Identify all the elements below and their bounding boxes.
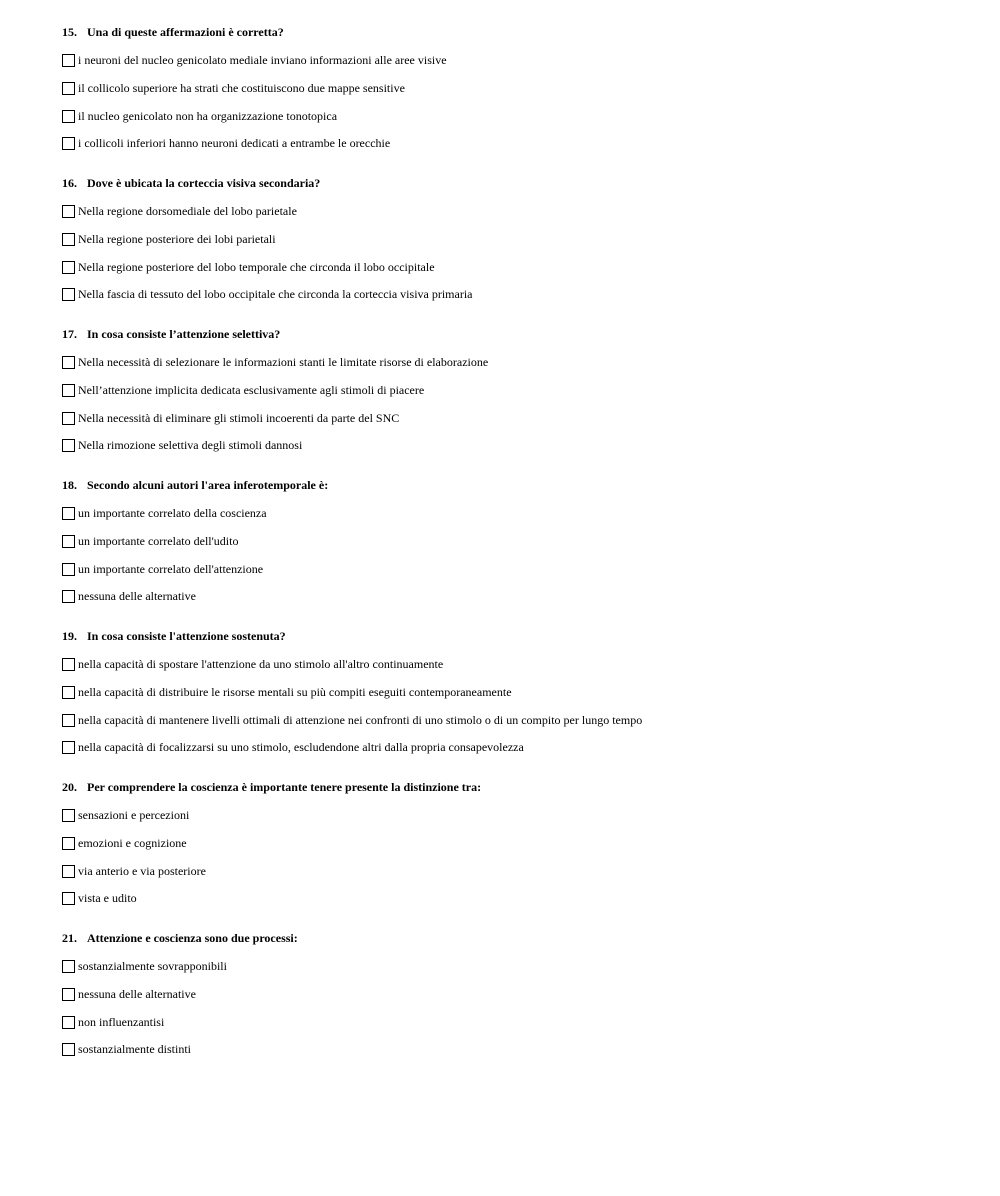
answer-label: nella capacità di distribuire le risorse mentali su più compiti eseguiti contemporaneamente <box>78 685 512 699</box>
answer-checkbox[interactable] <box>62 205 75 218</box>
answer-checkbox[interactable] <box>62 137 75 150</box>
answer-label: Nella rimozione selettiva degli stimoli dannosi <box>78 438 303 452</box>
question-text: In cosa consiste l’attenzione selettiva? <box>87 327 281 341</box>
question-title <box>62 174 320 192</box>
question-number: 18. <box>62 478 77 492</box>
answer-option[interactable] <box>62 80 405 96</box>
answer-checkbox[interactable] <box>62 988 75 1001</box>
answer-option[interactable] <box>62 382 424 398</box>
answer-label: Nella regione dorsomediale del lobo parietale <box>78 204 297 218</box>
answer-option[interactable] <box>62 286 473 302</box>
question-title <box>62 627 286 645</box>
answer-label: i collicoli inferiori hanno neuroni dedicati a entrambe le orecchie <box>78 136 391 150</box>
answer-option[interactable] <box>62 533 238 549</box>
question-number: 20. <box>62 780 77 794</box>
answer-option[interactable] <box>62 684 512 700</box>
answer-label: Nell’attenzione implicita dedicata esclusivamente agli stimoli di piacere <box>78 383 425 397</box>
answer-option[interactable] <box>62 410 399 426</box>
answer-label: via anterio e via posteriore <box>78 864 206 878</box>
answer-option[interactable] <box>62 1014 164 1030</box>
answer-label: non influenzantisi <box>78 1015 165 1029</box>
answer-checkbox[interactable] <box>62 1016 75 1029</box>
question-number: 15. <box>62 25 77 39</box>
answer-checkbox[interactable] <box>62 809 75 822</box>
answer-checkbox[interactable] <box>62 507 75 520</box>
answer-checkbox[interactable] <box>62 837 75 850</box>
answer-label: nella capacità di mantenere livelli ottimali di attenzione nei confronti di uno stimolo o di un compito per lungo tempo <box>78 713 643 727</box>
question-title <box>62 778 481 796</box>
answer-checkbox[interactable] <box>62 892 75 905</box>
question-number: 17. <box>62 327 77 341</box>
answer-checkbox[interactable] <box>62 110 75 123</box>
answer-label: sostanzialmente distinti <box>78 1042 191 1056</box>
answer-label: il nucleo genicolato non ha organizzazione tonotopica <box>78 109 338 123</box>
question-text: Per comprendere la coscienza è importante tenere presente la distinzione tra: <box>87 780 482 794</box>
answer-label: un importante correlato dell'attenzione <box>78 562 264 576</box>
answer-checkbox[interactable] <box>62 82 75 95</box>
question-title <box>62 929 298 947</box>
answer-checkbox[interactable] <box>62 233 75 246</box>
answer-checkbox[interactable] <box>62 658 75 671</box>
answer-option[interactable] <box>62 890 137 906</box>
answer-label: Nella necessità di selezionare le informazioni stanti le limitate risorse di elaborazione <box>78 355 489 369</box>
answer-label: vista e udito <box>78 891 137 905</box>
answer-label: nessuna delle alternative <box>78 987 196 1001</box>
answer-checkbox[interactable] <box>62 535 75 548</box>
answer-option[interactable] <box>62 656 443 672</box>
answer-label: sensazioni e percezioni <box>78 808 190 822</box>
answer-label: un importante correlato della coscienza <box>78 506 267 520</box>
answer-checkbox[interactable] <box>62 714 75 727</box>
answer-option[interactable] <box>62 561 263 577</box>
answer-option[interactable] <box>62 259 435 275</box>
question-text: Dove è ubicata la corteccia visiva secondaria? <box>87 176 321 190</box>
answer-option[interactable] <box>62 863 206 879</box>
answer-option[interactable] <box>62 835 187 851</box>
answer-label: nella capacità di spostare l'attenzione da uno stimolo all'altro continuamente <box>78 657 444 671</box>
question-text: In cosa consiste l'attenzione sostenuta? <box>87 629 286 643</box>
answer-checkbox[interactable] <box>62 54 75 67</box>
answer-label: i neuroni del nucleo genicolato mediale inviano informazioni alle aree visive <box>78 53 447 67</box>
answer-checkbox[interactable] <box>62 356 75 369</box>
answer-label: nessuna delle alternative <box>78 589 196 603</box>
answer-label: Nella regione posteriore del lobo temporale che circonda il lobo occipitale <box>78 260 435 274</box>
question-text: Secondo alcuni autori l'area inferotemporale è: <box>87 478 329 492</box>
answer-option[interactable] <box>62 986 196 1002</box>
answer-option[interactable] <box>62 231 276 247</box>
question-title <box>62 23 284 41</box>
answer-option[interactable] <box>62 437 302 453</box>
answer-checkbox[interactable] <box>62 686 75 699</box>
answer-checkbox[interactable] <box>62 865 75 878</box>
question-number: 16. <box>62 176 77 190</box>
question-number: 19. <box>62 629 77 643</box>
answer-checkbox[interactable] <box>62 288 75 301</box>
answer-option[interactable] <box>62 203 297 219</box>
answer-option[interactable] <box>62 354 488 370</box>
question-number: 21. <box>62 931 77 945</box>
answer-checkbox[interactable] <box>62 741 75 754</box>
answer-option[interactable] <box>62 52 447 68</box>
answer-checkbox[interactable] <box>62 261 75 274</box>
answer-checkbox[interactable] <box>62 960 75 973</box>
answer-checkbox[interactable] <box>62 412 75 425</box>
answer-label: emozioni e cognizione <box>78 836 187 850</box>
answer-label: Nella regione posteriore dei lobi parietali <box>78 232 276 246</box>
question-title <box>62 476 328 494</box>
answer-option[interactable] <box>62 712 642 728</box>
answer-checkbox[interactable] <box>62 384 75 397</box>
answer-checkbox[interactable] <box>62 563 75 576</box>
answer-option[interactable] <box>62 739 524 755</box>
answer-option[interactable] <box>62 505 267 521</box>
answer-option[interactable] <box>62 958 227 974</box>
answer-option[interactable] <box>62 807 189 823</box>
answer-label: Nella necessità di eliminare gli stimoli incoerenti da parte del SNC <box>78 411 400 425</box>
question-title <box>62 325 280 343</box>
answer-label: sostanzialmente sovrapponibili <box>78 959 227 973</box>
answer-label: nella capacità di focalizzarsi su uno stimolo, escludendone altri dalla propria consapevolezza <box>78 740 524 754</box>
answer-checkbox[interactable] <box>62 590 75 603</box>
answer-label: un importante correlato dell'udito <box>78 534 239 548</box>
answer-option[interactable] <box>62 135 390 151</box>
question-text: Una di queste affermazioni è corretta? <box>87 25 284 39</box>
question-text: Attenzione e coscienza sono due processi: <box>87 931 298 945</box>
answer-checkbox[interactable] <box>62 439 75 452</box>
answer-option[interactable] <box>62 588 196 604</box>
answer-option[interactable] <box>62 108 337 124</box>
answer-label: Nella fascia di tessuto del lobo occipitale che circonda la corteccia visiva primaria <box>78 287 473 301</box>
answer-checkbox[interactable] <box>62 1043 75 1056</box>
answer-option[interactable] <box>62 1041 191 1057</box>
answer-label: il collicolo superiore ha strati che costituiscono due mappe sensitive <box>78 81 405 95</box>
